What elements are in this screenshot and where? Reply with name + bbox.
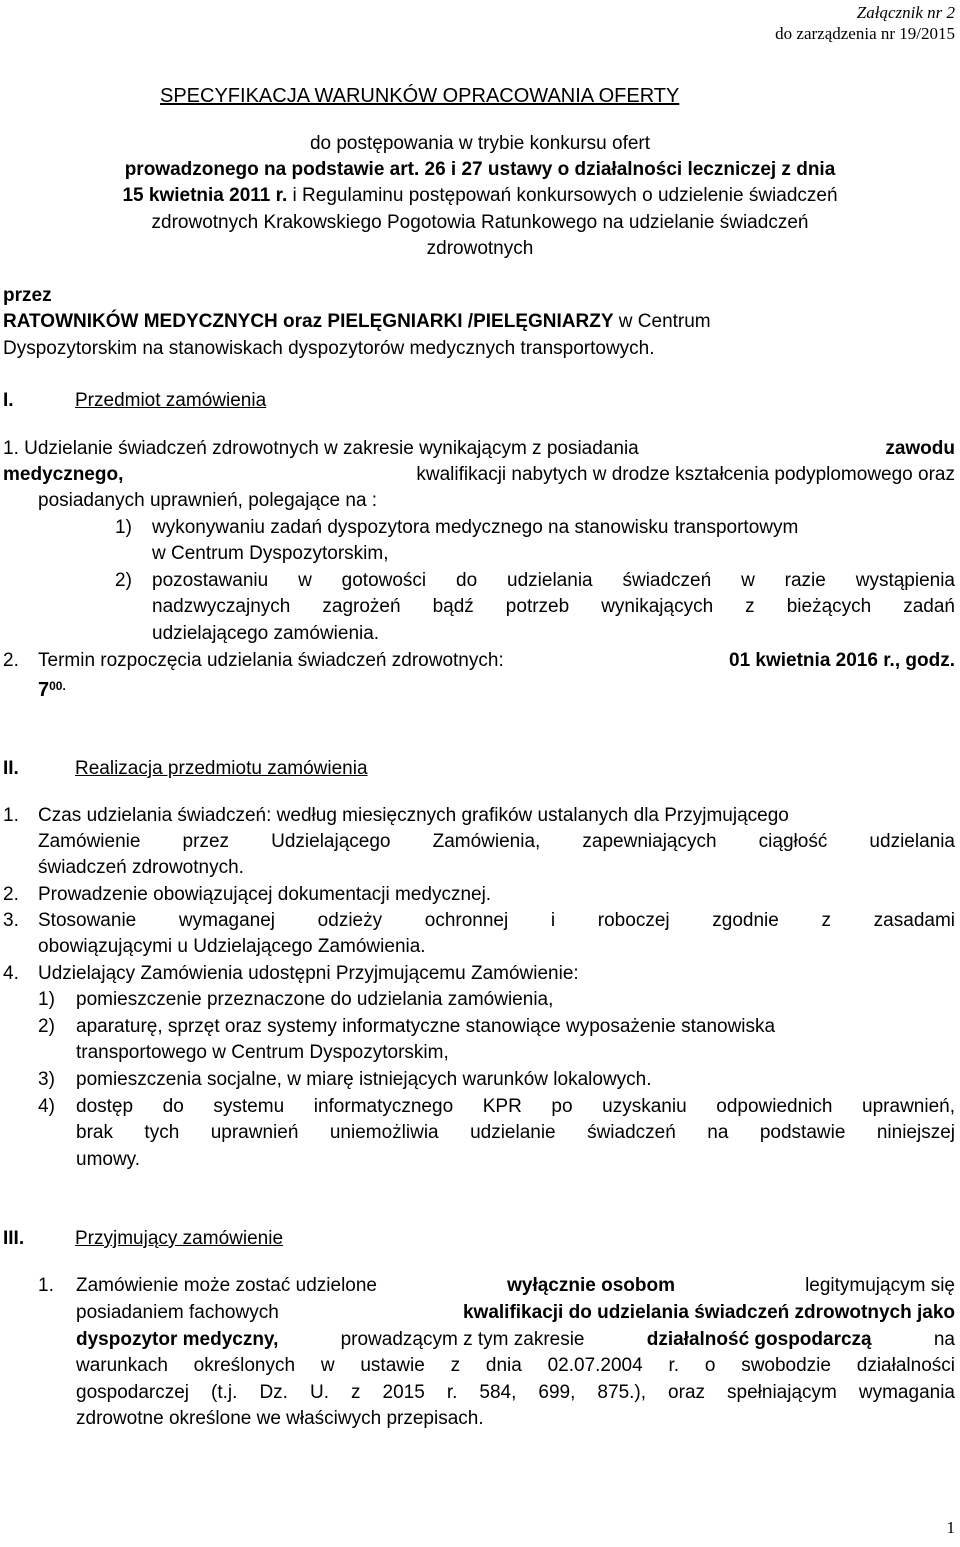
- s1-item-2-number: 2): [115, 570, 132, 591]
- s1-item-1-line-1: wykonywaniu zadań dyspozytora medycznego na stanowisku transportowym: [152, 517, 799, 538]
- s1-item-2-line-3: udzielającego zamówienia.: [152, 623, 380, 644]
- section-2-title: Realizacja przedmiotu zamówienia: [75, 758, 368, 779]
- s1-item-2-line-1: pozostawaniu w gotowości do udzielania świadczeń w razie wystąpienia: [152, 570, 955, 591]
- s3-p1-number: 1.: [38, 1275, 54, 1296]
- annex-label: Załącznik nr 2: [856, 3, 955, 22]
- s3-line-1: Zamówienie może zostać udzielone wyłącznie osobom legitymującym się: [76, 1275, 955, 1296]
- s2-item-3-number: 3): [38, 1069, 55, 1090]
- recipients-line: RATOWNIKÓW MEDYCZNYCH oraz PIELĘGNIARKI /PIELĘGNIARZY w Centrum: [3, 311, 711, 332]
- page-number: 1: [946, 1518, 955, 1537]
- section-1-number: I.: [3, 390, 14, 411]
- subtitle-line-5: zdrowotnych: [426, 238, 534, 259]
- s2-p1-line-3: świadczeń zdrowotnych.: [38, 857, 244, 878]
- s2-p4-line-1: Udzielający Zamówienia udostępni Przyjmującemu Zamówienie:: [38, 963, 579, 984]
- s2-p4-number: 4.: [3, 963, 19, 984]
- s2-item-4-number: 4): [38, 1096, 55, 1117]
- s1-item-2-line-2: nadzwyczajnych zagrożeń bądź potrzeb wynikających z bieżących zadań: [152, 596, 955, 617]
- s3-line-4: warunkach określonych w ustawie z dnia 02.07.2004 r. o swobodzie działalności: [76, 1355, 955, 1376]
- s2-p2-line-1: Prowadzenie obowiązującej dokumentacji medycznej.: [38, 884, 492, 905]
- section-3-number: III.: [3, 1228, 25, 1249]
- section-3-title: Przyjmujący zamówienie: [75, 1228, 284, 1249]
- s2-p1-number: 1.: [3, 805, 19, 826]
- s2-item-4-line-1: dostęp do systemu informatycznego KPR po uzyskaniu odpowiednich uprawnień,: [76, 1096, 955, 1117]
- s2-item-1-number: 1): [38, 989, 55, 1010]
- s2-item-4-line-3: umowy.: [76, 1149, 141, 1170]
- s2-p1-line-2: Zamówienie przez Udzielającego Zamówienia, zapewniających ciągłość udzielania: [38, 831, 955, 852]
- s2-item-2-number: 2): [38, 1016, 55, 1037]
- s1-p2-line-1: Termin rozpoczęcia udzielania świadczeń zdrowotnych: 01 kwietnia 2016 r., godz.: [38, 650, 955, 671]
- s2-item-4-line-2: brak tych uprawnień uniemożliwia udzielanie świadczeń na podstawie niniejszej: [76, 1122, 955, 1143]
- s1-item-1-line-2: w Centrum Dyspozytorskim,: [152, 543, 389, 564]
- s1-p2-line-2: $7^{00.}$: [38, 679, 66, 701]
- s2-p1-line-1: Czas udzielania świadczeń: według miesięcznych grafików ustalanych dla Przyjmującego: [38, 805, 789, 826]
- s2-item-2-line-2: transportowego w Centrum Dyspozytorskim,: [76, 1042, 449, 1063]
- subtitle-line-1: do postępowania w trybie konkursu ofert: [309, 133, 651, 154]
- subtitle-line-3: 15 kwietnia 2011 r. i Regulaminu postępowań konkursowych o udzielenie świadczeń: [122, 185, 838, 206]
- s2-item-1-line-1: pomieszczenie przeznaczone do udzielania zamówienia,: [76, 989, 554, 1010]
- s1-p1-line-1: 1. Udzielanie świadczeń zdrowotnych w zakresie wynikającym z posiadania zawodu: [3, 438, 955, 459]
- s1-p2-number: 2.: [3, 650, 19, 671]
- s2-item-3-line-1: pomieszczenia socjalne, w miarę istniejących warunków lokalowych.: [76, 1069, 652, 1090]
- s2-p3-line-2: obowiązującymi u Udzielającego Zamówienia.: [38, 936, 426, 957]
- recipients-line-2: Dyspozytorskim na stanowiskach dyspozytorów medycznych transportowych.: [3, 338, 655, 359]
- s3-line-5: gospodarczej (t.j. Dz. U. z 2015 r. 584, 699, 875.), oraz spełniającym wymagania: [76, 1382, 955, 1403]
- przez-label: przez: [3, 285, 52, 306]
- s2-p2-number: 2.: [3, 884, 19, 905]
- subtitle-line-2: prowadzonego na podstawie art. 26 i 27 ustawy o działalności leczniczej z dnia: [124, 159, 836, 180]
- s1-item-1-number: 1): [115, 517, 132, 538]
- s3-line-6: zdrowotne określone we właściwych przepisach.: [76, 1408, 484, 1429]
- subtitle-line-4: zdrowotnych Krakowskiego Pogotowia Ratunkowego na udzielanie świadczeń: [151, 212, 809, 233]
- section-1-title: Przedmiot zamówienia: [75, 390, 267, 411]
- s2-item-2-line-1: aparaturę, sprzęt oraz systemy informatyczne stanowiące wyposażenie stanowiska: [76, 1016, 776, 1037]
- document-title: SPECYFIKACJA WARUNKÓW OPRACOWANIA OFERTY: [160, 85, 680, 107]
- s3-line-2: posiadaniem fachowych kwalifikacji do udzielania świadczeń zdrowotnych jako: [76, 1302, 955, 1323]
- s3-line-3: dyspozytor medyczny, prowadzącym z tym zakresie działalność gospodarczą na: [76, 1329, 955, 1350]
- s2-p3-number: 3.: [3, 910, 19, 931]
- section-2-number: II.: [3, 758, 19, 779]
- annex-reference: do zarządzenia nr 19/2015: [775, 24, 955, 43]
- s2-p3-line-1: Stosowanie wymaganej odzieży ochronnej i roboczej zgodnie z zasadami: [38, 910, 955, 931]
- s1-p1-line-3: posiadanych uprawnień, polegające na :: [38, 490, 378, 511]
- s1-p1-line-2: medycznego, kwalifikacji nabytych w drodze kształcenia podyplomowego oraz: [3, 464, 955, 485]
